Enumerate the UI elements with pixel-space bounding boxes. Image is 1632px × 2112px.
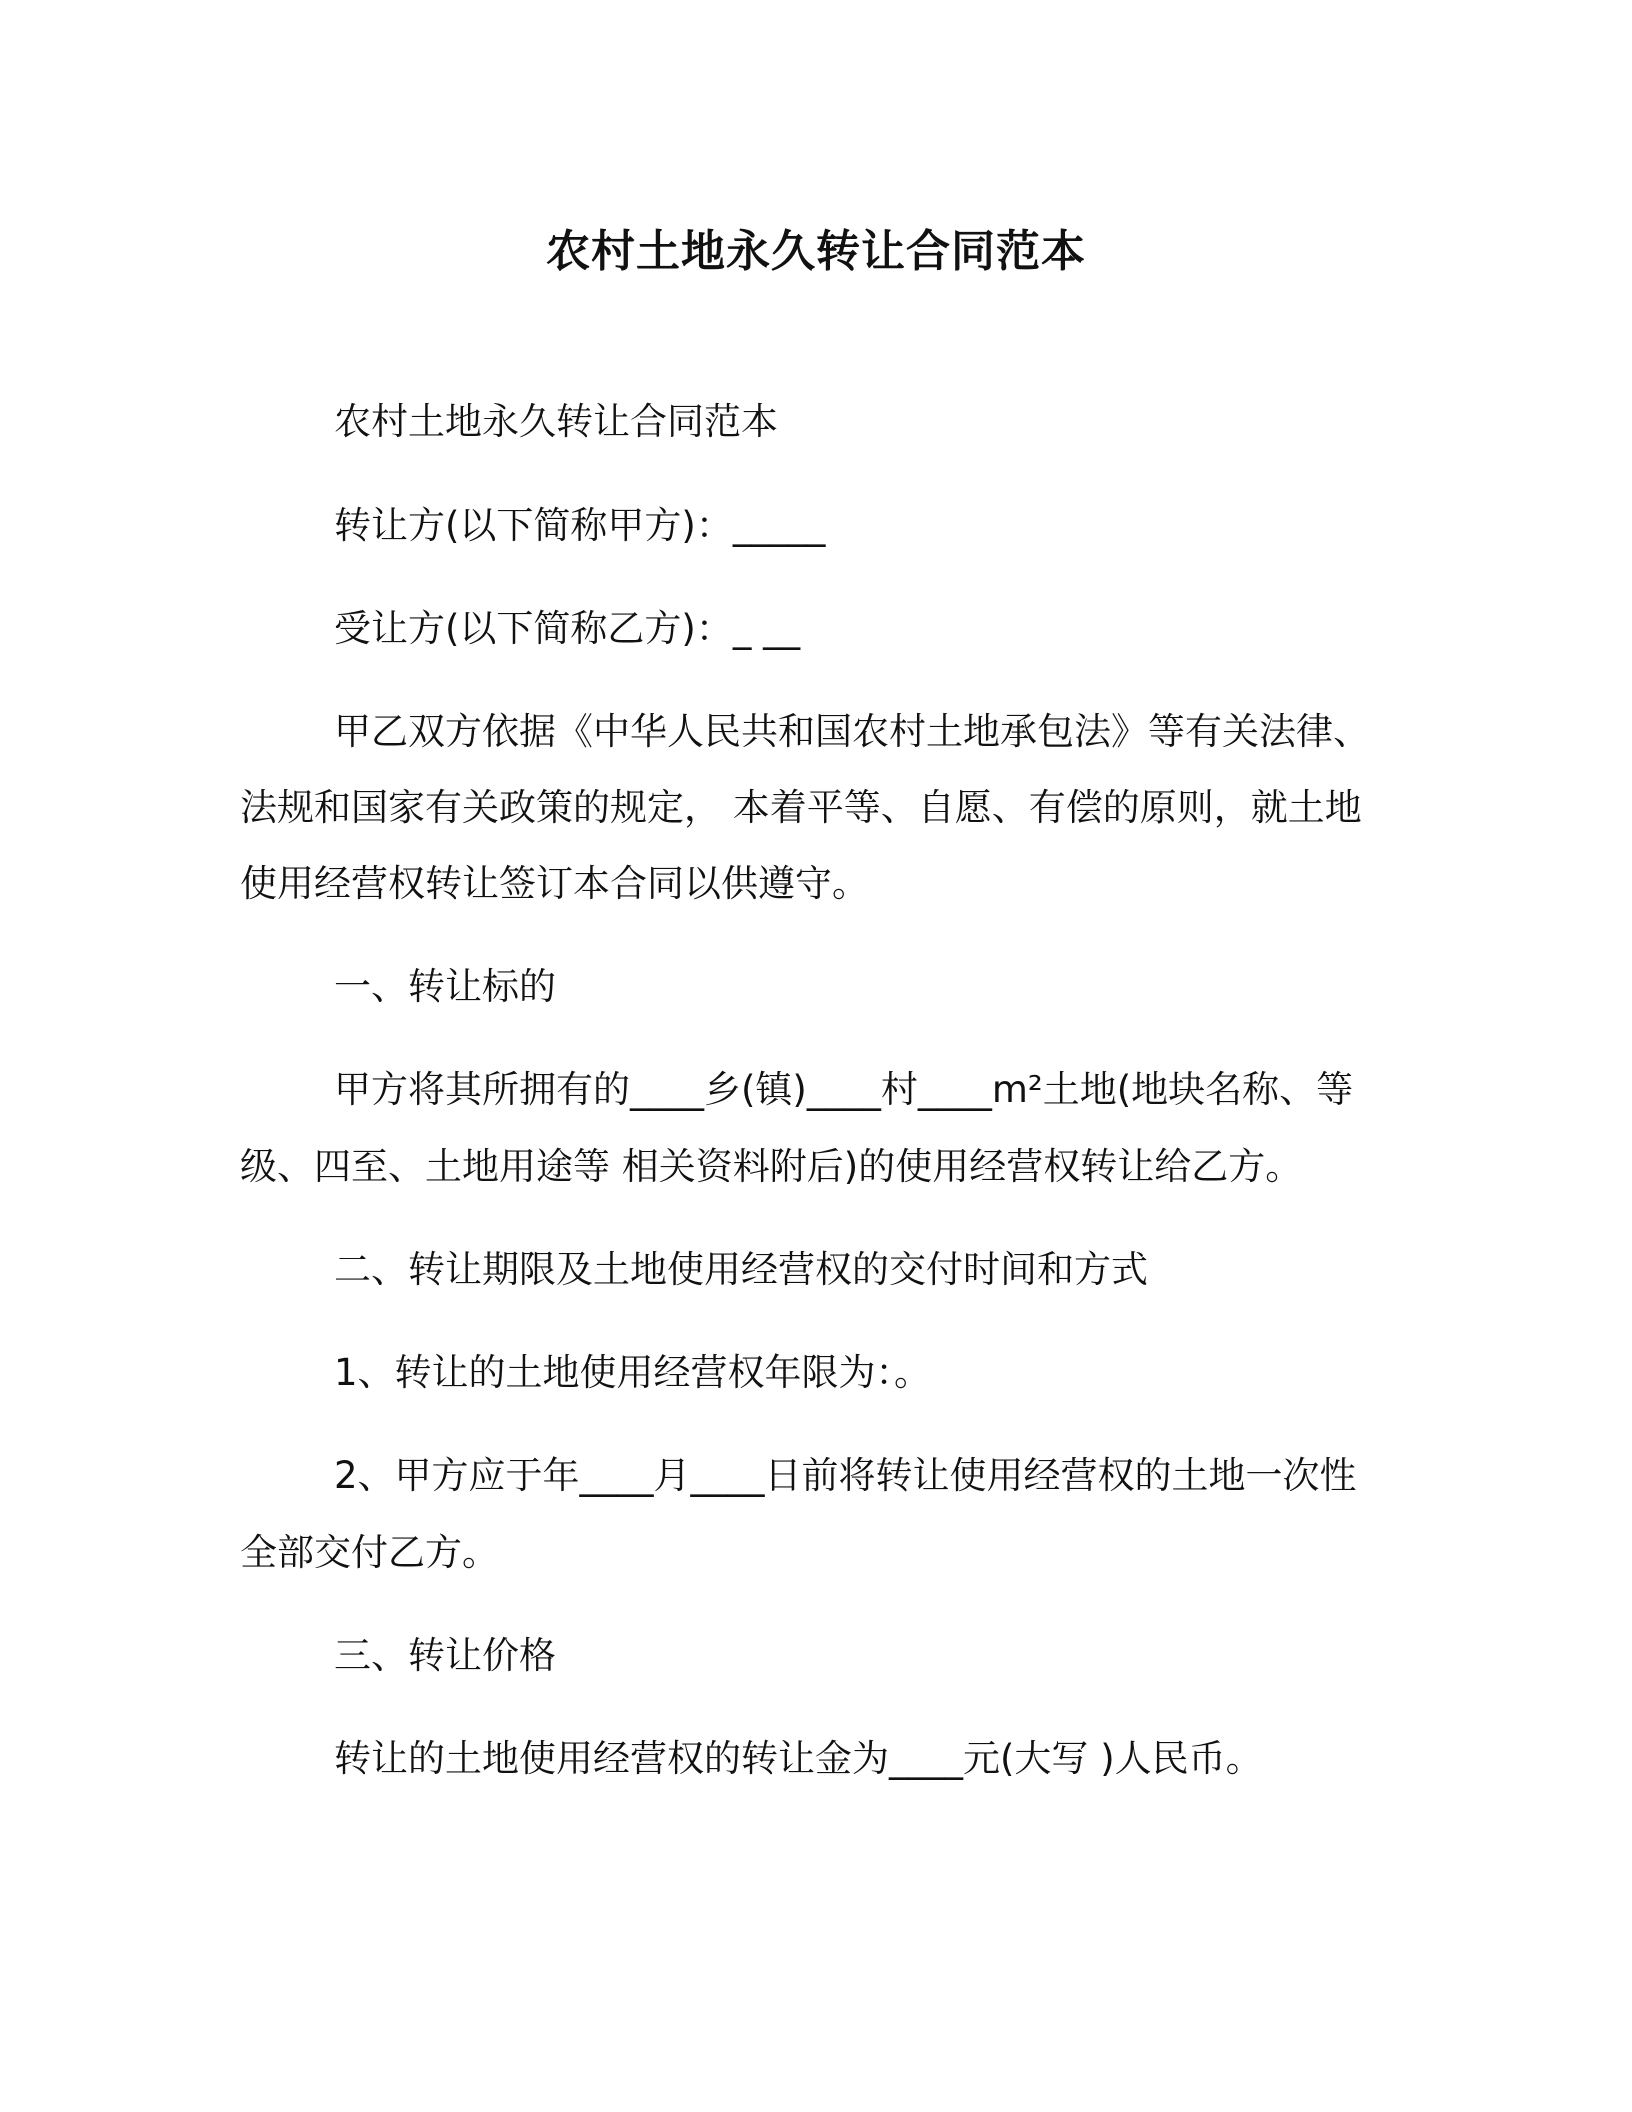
preamble-line-3: 使用经营权转让签订本合同以供遵守。: [240, 862, 869, 905]
section-3-heading: 三、转让价格: [334, 1634, 556, 1677]
section-1-text-line-1: 甲方将其所拥有的____乡(镇)____村____m²土地(地块名称、等: [334, 1068, 1354, 1111]
section-1-text-line-2: 级、四至、土地用途等 相关资料附后)的使用经营权转让给乙方。: [240, 1145, 1303, 1188]
preamble-line-2: 法规和国家有关政策的规定， 本着平等、自愿、有偿的原则，就土地: [240, 786, 1362, 829]
transferor-line: 转让方(以下简称甲方)：_____: [334, 504, 826, 547]
section-2-item-1: 1、转让的土地使用经营权年限为：。: [334, 1351, 932, 1394]
section-1-heading: 一、转让标的: [334, 965, 556, 1008]
section-2-item-2-line-1: 2、甲方应于年____月____日前将转让使用经营权的土地一次性: [334, 1454, 1357, 1497]
section-2-heading: 二、转让期限及土地使用经营权的交付时间和方式: [334, 1248, 1148, 1291]
transferee-line: 受让方(以下简称乙方)：_ __: [334, 607, 801, 650]
section-3-text: 转让的土地使用经营权的转让金为____元(大写 )人民币。: [334, 1737, 1263, 1780]
document-subtitle: 农村土地永久转让合同范本: [334, 400, 778, 443]
preamble-line-1: 甲乙双方依据《中华人民共和国农村土地承包法》等有关法律、: [334, 710, 1370, 753]
document-title: 农村土地永久转让合同范本: [546, 226, 1086, 277]
section-2-item-2-line-2: 全部交付乙方。: [240, 1531, 499, 1574]
